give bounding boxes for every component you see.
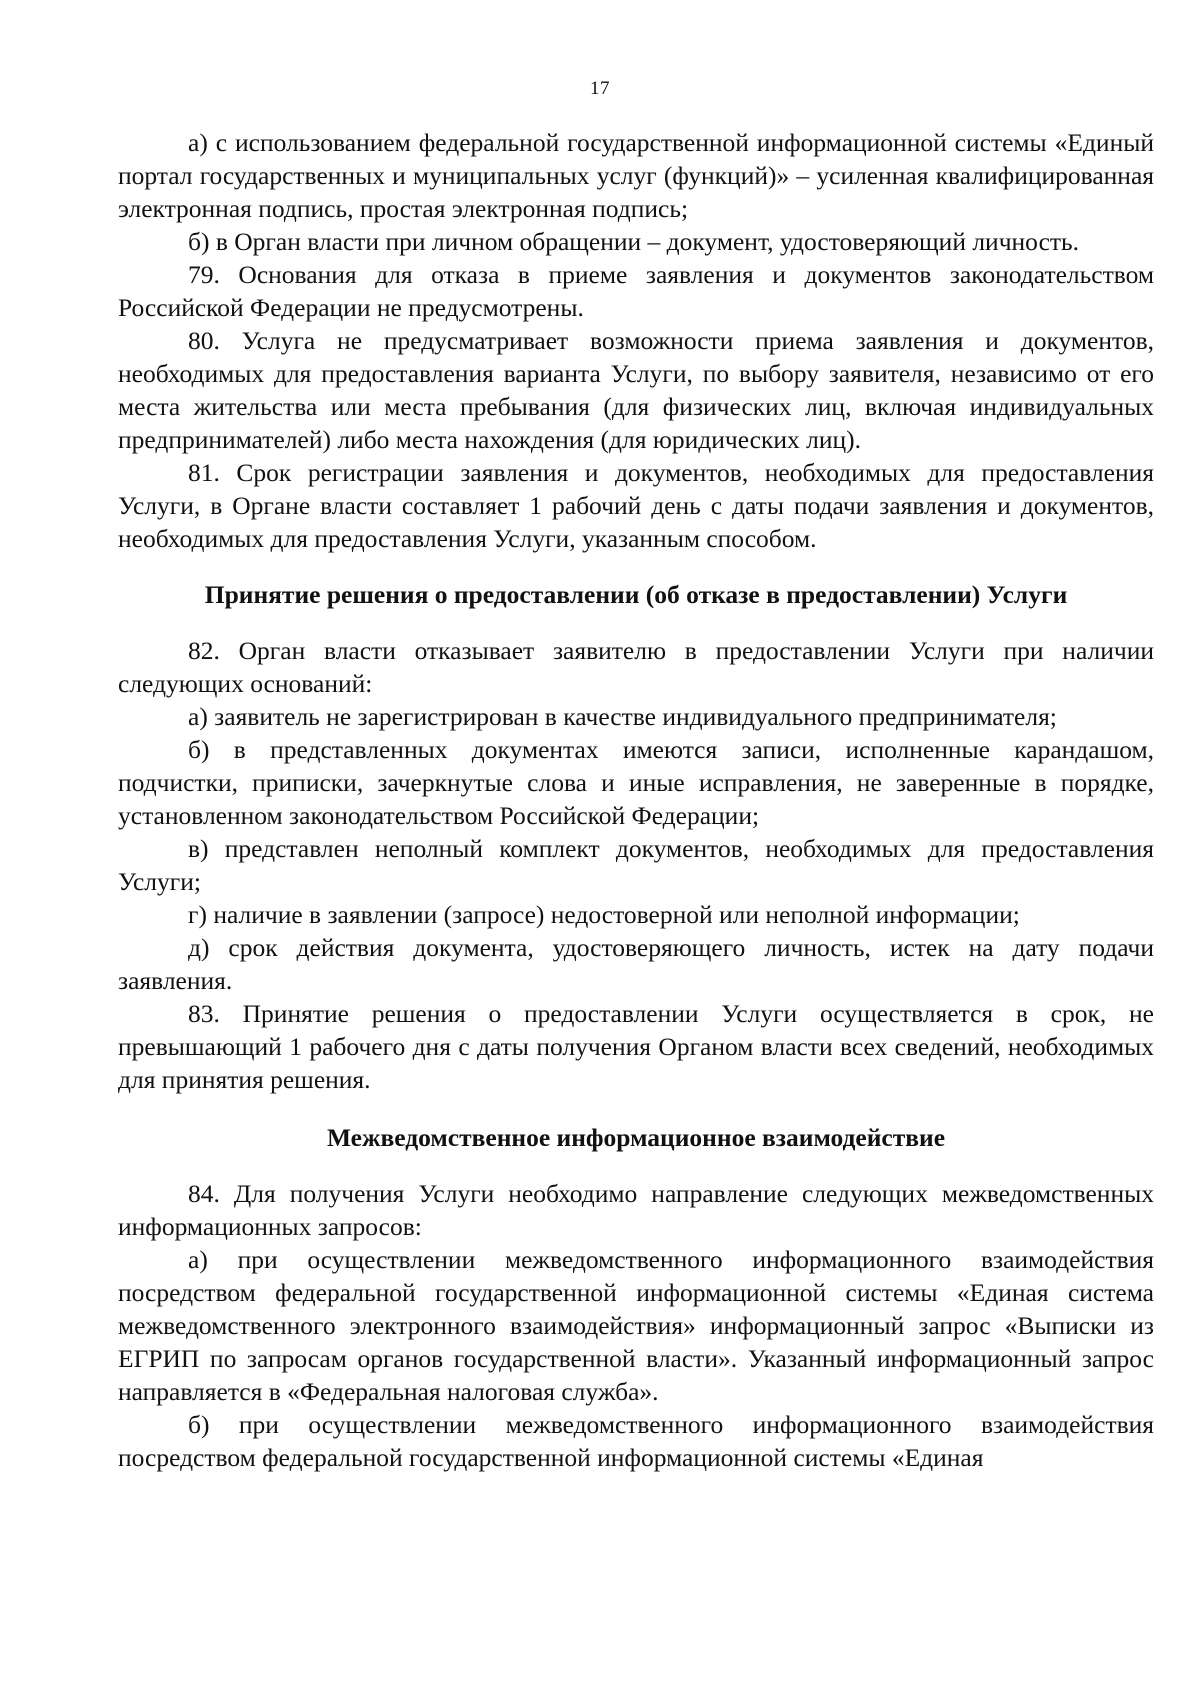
paragraph-79: 79. Основания для отказа в приеме заявления и документов законодательством Российской Федерации не предусмотрены. <box>118 260 1154 322</box>
paragraph-82g: г) наличие в заявлении (запросе) недостоверной или неполной информации; <box>188 900 1020 929</box>
paragraph-84b: б) при осуществлении межведомственного информационного взаимодействия посредством федеральной государственной информационной системы «Единая <box>118 1410 1154 1472</box>
paragraph-82a: а) заявитель не зарегистрирован в качестве индивидуального предпринимателя; <box>188 702 1057 731</box>
paragraph-78b: б) в Орган власти при личном обращении – документ, удостоверяющий личность. <box>188 227 1080 256</box>
document-body <box>118 126 1154 1474</box>
paragraph-81: 81. Срок регистрации заявления и документов, необходимых для предоставления Услуги, в Органе власти составляет 1 рабочий день с даты подачи заявления и документов, необходимых для предоставления Услуги, указанным способом. <box>118 458 1154 553</box>
paragraph-82d: д) срок действия документа, удостоверяющего личность, истек на дату подачи заявления. <box>118 933 1154 995</box>
paragraph-83: 83. Принятие решения о предоставлении Услуги осуществляется в срок, не превышающий 1 рабочего дня с даты получения Органом власти всех сведений, необходимых для принятия решения. <box>118 999 1154 1094</box>
section-heading-decision: Принятие решения о предоставлении (об отказе в предоставлении) Услуги <box>204 580 1068 609</box>
paragraph-84: 84. Для получения Услуги необходимо направление следующих межведомственных информационных запросов: <box>118 1179 1154 1241</box>
paragraph-82v: в) представлен неполный комплект документов, необходимых для предоставления Услуги; <box>118 834 1154 896</box>
page-number: 17 <box>590 78 610 99</box>
paragraph-84a: а) при осуществлении межведомственного информационного взаимодействия посредством федеральной государственной информационной системы «Единая система межведомственного электронного взаимодействия» информационный запрос «Выписки из ЕГРИП по запросам органов государственной власти». Указанный информационный запрос направляется в «Федеральная налоговая служба». <box>118 1245 1154 1406</box>
paragraph-82: 82. Орган власти отказывает заявителю в предоставлении Услуги при наличии следующих оснований: <box>118 636 1154 698</box>
paragraph-80: 80. Услуга не предусматривает возможности приема заявления и документов, необходимых для предоставления варианта Услуги, по выбору заявителя, независимо от его места жительства или места пребывания (для физических лиц, включая индивидуальных предпринимателей) либо места нахождения (для юридических лиц). <box>118 326 1154 454</box>
paragraph-82b: б) в представленных документах имеются записи, исполненные карандашом, подчистки, приписки, зачеркнутые слова и иные исправления, не заверенные в порядке, установленном законодательством Российской Федерации; <box>118 735 1154 830</box>
section-heading-interagency: Межведомственное информационное взаимодействие <box>326 1123 946 1152</box>
paragraph-78a: а) с использованием федеральной государственной информационной системы «Единый портал государственных и муниципальных услуг (функций)» – усиленная квалифицированная электронная подпись, простая электронная подпись; <box>118 128 1154 223</box>
